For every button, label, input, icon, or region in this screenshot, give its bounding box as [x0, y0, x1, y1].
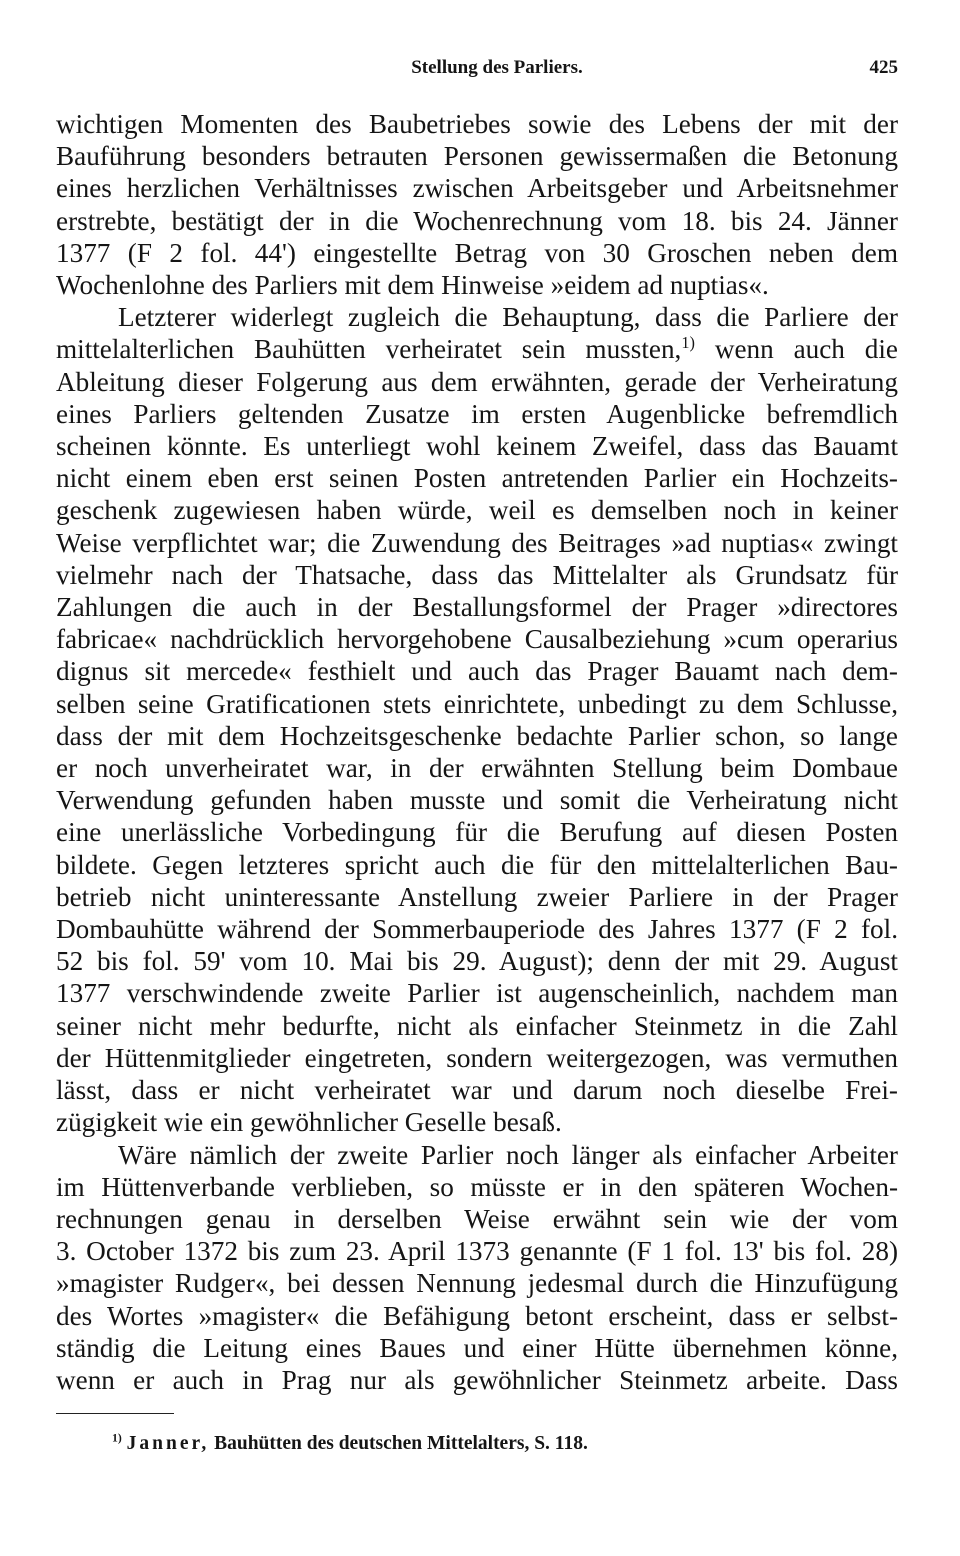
- text-line: seiner nicht mehr bedurfte, nicht als einfacher Steinmetz in die Zahl: [56, 1010, 898, 1041]
- paragraph-2: [56, 301, 898, 1138]
- text-line: fabricae« nachdrücklich hervorgehobene Causalbeziehung »cum operarius: [56, 624, 898, 655]
- text-segment: wenn auch die: [714, 334, 898, 365]
- text-line: Ableitung dieser Folgerung aus dem erwähnten, gerade der Verheiratung: [56, 366, 898, 397]
- text-line: er noch unverheiratet war, in der erwähnten Stellung beim Dombaue: [56, 753, 898, 784]
- text-line: Dombauhütte während der Sommerbauperiode des Jahres 1377 (F 2 fol.: [56, 914, 898, 945]
- text-segment: mittelalterlichen Bauhütten verheiratet sein mussten,: [56, 334, 682, 365]
- text-line: zügigkeit wie ein gewöhnlicher Geselle besaß.: [56, 1107, 562, 1138]
- text-line: Wochenlohne des Parliers mit dem Hinweise »eidem ad nuptias«.: [56, 270, 769, 301]
- text-line: geschenk zugewiesen haben würde, weil es demselben noch in keiner: [56, 495, 898, 526]
- text-line: Verwendung gefunden haben musste und somit die Verheiratung nicht: [56, 785, 898, 816]
- running-title: Stellung des Parliers.: [411, 57, 583, 78]
- text-line: dignus sit mercede« festhielt und auch das Prager Bauamt nach dem-: [56, 656, 898, 687]
- text-line: eines herzlichen Verhältnisses zwischen Arbeitsgeber und Arbeitsnehmer: [56, 173, 898, 204]
- paragraph-3: [56, 1139, 898, 1397]
- text-line: Zahlungen die auch in der Bestallungsformel der Prager »directores: [56, 592, 898, 623]
- text-line: Wäre nämlich der zweite Parlier noch länger als einfacher Arbeiter: [118, 1139, 898, 1170]
- text-line: betrieb nicht uninteressante Anstellung zweier Parliere in der Prager: [56, 881, 898, 912]
- footnote-marker: 1): [112, 1431, 122, 1445]
- text-line: Bauführung besonders betrauten Personen gewissermaßen die Betonung: [56, 141, 898, 172]
- footnote-text: Bauhütten des deutschen Mittelalters, S. 118.: [214, 1433, 588, 1454]
- body-text: [56, 108, 898, 1396]
- text-line: des Wortes »magister« die Befähigung betont erscheint, dass er selbst-: [56, 1300, 898, 1331]
- page-number: 425: [869, 57, 898, 78]
- text-line: scheinen könnte. Es unterliegt wohl keinem Zweifel, dass das Bauamt: [56, 431, 898, 462]
- text-line: selben seine Gratificationen stets einrichtete, unbedingt zu dem Schlusse,: [56, 688, 898, 719]
- footnote-author: Janner,: [126, 1433, 210, 1454]
- footnote-separator: [56, 1413, 174, 1414]
- text-line: 3. October 1372 bis zum 23. April 1373 genannte (F 1 fol. 13' bis fol. 28): [56, 1236, 898, 1267]
- text-line: »magister Rudger«, bei dessen Nennung jedesmal durch die Hinzufügung: [56, 1268, 898, 1299]
- text-line: im Hüttenverbande verblieben, so müsste er in den späteren Wochen-: [56, 1171, 898, 1202]
- text-line: 52 bis fol. 59' vom 10. Mai bis 29. August); denn der mit 29. August: [56, 946, 898, 977]
- text-line: dass der mit dem Hochzeitsgeschenke bedachte Parlier schon, so lange: [56, 720, 898, 751]
- text-line: wichtigen Momenten des Baubetriebes sowie des Lebens der mit der: [56, 109, 898, 139]
- text-line: Weise verpflichtet war; die Zuwendung des Beitrages »ad nuptias« zwingt: [56, 527, 898, 558]
- text-line: Letzterer widerlegt zugleich die Behauptung, dass die Parliere der: [118, 302, 898, 333]
- text-line: 1377 (F 2 fol. 44') eingestellte Betrag von 30 Groschen neben dem: [56, 237, 898, 268]
- text-line: ständig die Leitung eines Baues und einer Hütte übernehmen könne,: [56, 1332, 898, 1363]
- text-line: bildete. Gegen letzteres spricht auch die für den mittelalterlichen Bau-: [56, 849, 898, 880]
- text-line: eine unerlässliche Vorbedingung für die Berufung auf diesen Posten: [56, 817, 898, 848]
- text-line: rechnungen genau in derselben Weise erwähnt sein wie der vom: [56, 1203, 898, 1234]
- text-line: vielmehr nach der Thatsache, dass das Mittelalter als Grundsatz für: [56, 559, 898, 590]
- running-header: [56, 57, 898, 87]
- text-line: erstrebte, bestätigt der in die Wochenrechnung vom 18. bis 24. Jänner: [56, 205, 898, 236]
- text-line: der Hüttenmitglieder eingetreten, sondern weitergezogen, was vermuthen: [56, 1042, 898, 1073]
- text-line: eines Parliers geltenden Zusatze im ersten Augenblicke befremdlich: [56, 398, 898, 429]
- text-line: nicht einem eben erst seinen Posten antretenden Parlier ein Hochzeits-: [56, 463, 898, 494]
- text-line: lässt, dass er nicht verheiratet war und darum noch dieselbe Frei-: [56, 1075, 898, 1106]
- footnote-reference[interactable]: 1): [681, 333, 695, 353]
- footnote: [112, 1433, 912, 1455]
- text-line: 1377 verschwindende zweite Parlier ist augenscheinlich, nachdem man: [56, 978, 898, 1009]
- paragraph-1: [56, 108, 898, 301]
- text-line: wenn er auch in Prag nur als gewöhnlicher Steinmetz arbeite. Dass: [56, 1364, 898, 1395]
- text-line-with-footnote: [56, 333, 898, 365]
